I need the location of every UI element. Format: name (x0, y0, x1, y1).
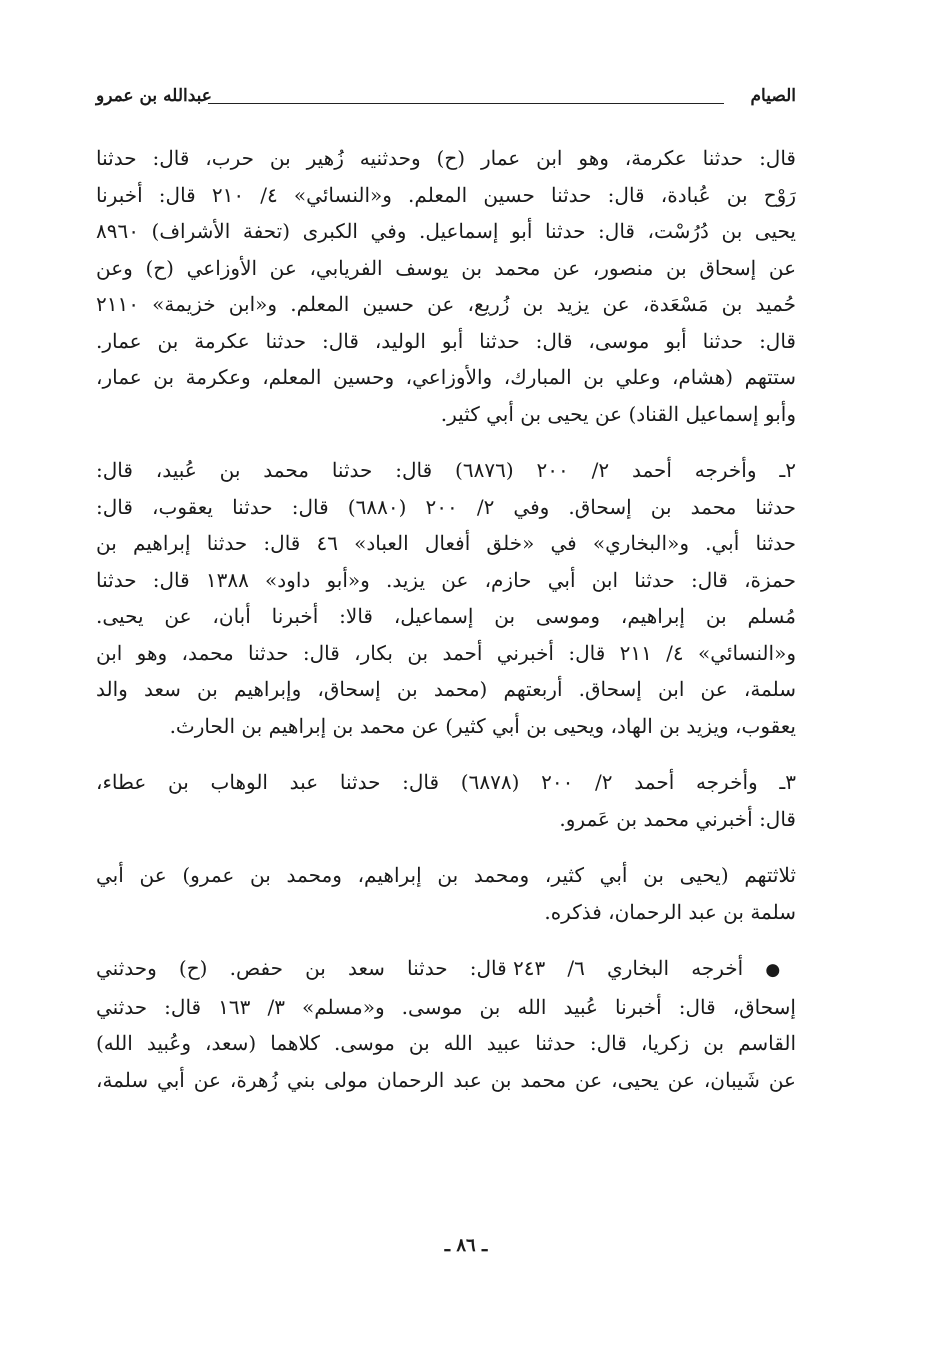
text-line: ٢ـ وأخرجه أحمد ٢/ ٢٠٠ (٦٨٧٦) قال: حدثنا محمد بن عُبيد، قال: (96, 458, 796, 482)
text-line: حدثنا محمد بن إسحاق. وفي ٢/ ٢٠٠ (٦٨٨٠) قال: حدثنا يعقوب، قال: (96, 494, 796, 519)
text-line: يعقوب، ويزيد بن الهاد، ويحيى بن أبي كثير) عن محمد بن إبراهيم بن الحارث. (169, 713, 796, 738)
text-line: قال: حدثنا عكرمة، وهو ابن عمار (ح) وحدثنيه زُهير بن حرب، قال: حدثنا (96, 146, 796, 170)
header-section-title: عبدالله بن عمرو (96, 86, 212, 106)
text-line: إسحاق، قال: أخبرنا عُبيد الله بن موسى. و«مسلم» ٣/ ١٦٣ قال: حدثني (96, 994, 796, 1019)
paragraph-3 (96, 764, 796, 837)
text-line: سلمة، عن ابن إسحاق. أربعتهم (محمد بن إسحاق، وإبراهيم بن سعد والد (96, 677, 796, 701)
text-line: حمزة، قال: حدثنا ابن أبي حازم، عن يزيد. و«أبو داود» ١٣٨٨ قال: حدثنا (96, 567, 796, 592)
text-line-with-bullet (96, 950, 796, 989)
text-line: رَوْح بن عُبادة، قال: حدثنا حسين المعلم. و«النسائي» ٤/ ٢١٠ قال: أخبرنا (96, 182, 796, 207)
text-line: سلمة بن عبد الرحمان، فذكره. (544, 899, 796, 924)
text-line: و«النسائي» ٤/ ٢١١ قال: أخبرني أحمد بن بكار، قال: حدثنا محمد، وهو ابن (96, 640, 796, 665)
text-line: ثلاثتهم (يحيى بن أبي كثير، ومحمد بن إبراهيم، ومحمد بن عمرو) عن أبي (96, 863, 796, 887)
text-line: عن شَيبان، عن يحيى، عن محمد بن عبد الرحمان مولى بني زُهرة، عن أبي سلمة، (96, 1067, 796, 1092)
text-line: حُميد بن مَسْعَدة، عن يزيد بن زُريع، عن حسين المعلم. و«ابن خزيمة» ٢١١٠ (96, 292, 796, 316)
text-line: قال: حدثنا أبو موسى، قال: حدثنا أبو الوليد، قال: حدثنا عكرمة بن عمار. (96, 328, 796, 353)
page-number: ـ ٨٦ ـ (444, 1235, 488, 1256)
text-line: ستتهم (هشام، وعلي بن المبارك، والأوزاعي، وحسين المعلم، وعكرمة بن عمار، (96, 365, 796, 389)
text-line: مُسلم بن إبراهيم، وموسى بن إسماعيل، قالا: أخبرنا أبان، عن يحيى. (96, 604, 796, 628)
text-line: حدثنا أبي. و«البخاري» في «خلق أفعال العباد» ٤٦ قال: حدثنا إبراهيم بن (96, 531, 796, 555)
paragraph-2 (96, 452, 796, 744)
main-text (96, 140, 796, 1118)
paragraph-1 (96, 140, 796, 432)
bullet-icon: ● (765, 960, 796, 980)
paragraph-4 (96, 857, 796, 930)
paragraph-5 (96, 950, 796, 1098)
text-line: قال: أخبرني محمد بن عَمرو. (559, 806, 796, 831)
text-line: ٣ـ وأخرجه أحمد ٢/ ٢٠٠ (٦٨٧٨) قال: حدثنا عبد الوهاب بن عطاء، (96, 770, 796, 794)
header-chapter-title: الصيام (750, 86, 796, 106)
text-line: وأبو إسماعيل القناد) عن يحيى بن أبي كثير. (440, 401, 796, 426)
header-rule (208, 103, 724, 104)
text-line: عن إسحاق بن منصور، عن محمد بن يوسف الفريابي، عن الأوزاعي (ح) وعن (96, 255, 796, 280)
text-line: أخرجه البخاري ٦/ ٢٤٣ قال: حدثنا سعد بن حفص. (ح) وحدثني (96, 956, 744, 980)
text-line: يحيى بن دُرُسْت، قال: حدثنا أبو إسماعيل. وفي الكبرى (تحفة الأشراف) ٨٩٦٠ (96, 219, 796, 243)
running-header (96, 86, 796, 116)
text-line: القاسم بن زكريا، قال: حدثنا عبيد الله بن موسى. كلاهما (سعد، وعُبيد الله) (96, 1031, 796, 1055)
